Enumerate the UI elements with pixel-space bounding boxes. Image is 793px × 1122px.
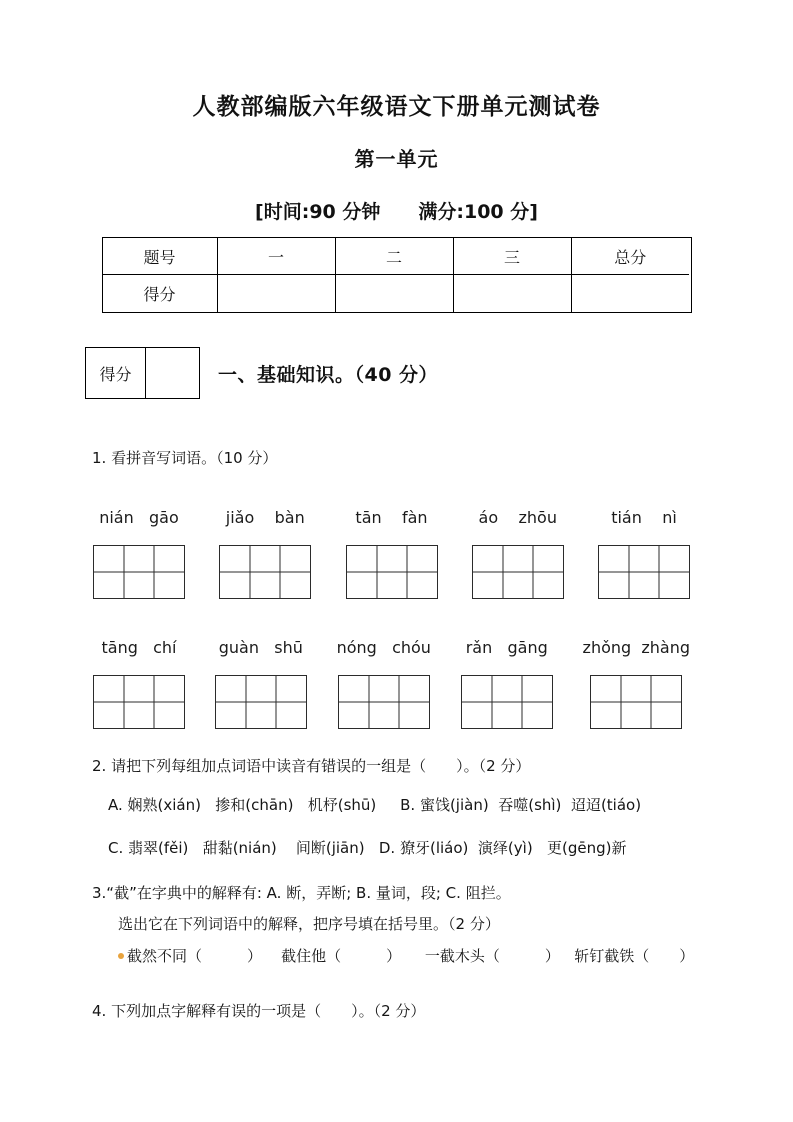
word-col bbox=[215, 637, 307, 729]
q1-prompt: 1. 看拼音写词语。（10 分） bbox=[92, 449, 278, 467]
writing-grid[interactable] bbox=[93, 545, 185, 599]
score-table-header-cell: 题号 bbox=[103, 238, 218, 275]
word-col bbox=[337, 637, 431, 729]
word-col bbox=[346, 507, 438, 599]
q3-words-line bbox=[118, 945, 723, 967]
score-table-header-cell: 三 bbox=[454, 238, 572, 275]
pinyin-label: tān fàn bbox=[355, 508, 428, 527]
writing-grid[interactable] bbox=[598, 545, 690, 599]
score-table-blank-cell[interactable] bbox=[572, 275, 690, 312]
pinyin-label: tāng chí bbox=[101, 638, 177, 657]
q4-prompt: 4. 下列加点字解释有误的一项是（ ）。（2 分） bbox=[92, 1002, 426, 1020]
pinyin-label: áo zhōu bbox=[478, 508, 557, 527]
pinyin-label: jiǎo bàn bbox=[225, 508, 305, 527]
q3-definition-line: 3.“截”在字典中的解释有: A. 断，弄断; B. 量词，段; C. 阻拦。 bbox=[92, 884, 511, 902]
pinyin-label: nián gāo bbox=[99, 508, 179, 527]
writing-grid[interactable] bbox=[93, 675, 185, 729]
q2-options-cd: C. 翡翠(fěi) 甜黏(nián) 间断(jiān) D. 獠牙(liáo) 演绎(yì) 更(gēng)新 bbox=[108, 839, 627, 857]
q3-words: 截然不同（ ） 截住他（ ） 一截木头（ ） 斩钉截铁（ ） bbox=[127, 947, 695, 965]
writing-grid[interactable] bbox=[590, 675, 682, 729]
page-title: 人教部编版六年级语文下册单元测试卷 bbox=[192, 94, 601, 120]
writing-grid[interactable] bbox=[215, 675, 307, 729]
score-table-blank-cell[interactable] bbox=[336, 275, 454, 312]
score-table-header-cell: 一 bbox=[218, 238, 336, 275]
q2-options-ab: A. 娴熟(xián) 掺和(chān) 机杼(shū) B. 蜜饯(jiàn) 吞噬(shì) 迢迢(tiáo) bbox=[108, 796, 642, 814]
q3-instruction-line: 选出它在下列词语中的解释，把序号填在括号里。（2 分） bbox=[118, 915, 500, 933]
writing-grid[interactable] bbox=[472, 545, 564, 599]
score-box-label: 得分 bbox=[86, 348, 146, 398]
pinyin-label: zhǒng zhàng bbox=[582, 638, 690, 657]
writing-grid[interactable] bbox=[219, 545, 311, 599]
word-col bbox=[472, 507, 564, 599]
pinyin-word-row-2 bbox=[93, 637, 690, 729]
writing-grid[interactable] bbox=[338, 675, 430, 729]
score-table-header-cell: 总分 bbox=[572, 238, 690, 275]
pinyin-label: nóng chóu bbox=[336, 638, 431, 657]
unit-title: 第一单元 bbox=[354, 147, 439, 171]
word-col bbox=[93, 507, 185, 599]
score-table-blank-cell[interactable] bbox=[454, 275, 572, 312]
pinyin-word-row-1 bbox=[93, 507, 690, 599]
score-table-label-cell: 得分 bbox=[103, 275, 218, 312]
section-one-header bbox=[85, 347, 793, 399]
section-one-heading: 一、基础知识。（40 分） bbox=[218, 363, 439, 386]
word-col bbox=[219, 507, 311, 599]
exam-meta: [时间:90 分钟 满分:100 分] bbox=[255, 201, 538, 223]
writing-grid[interactable] bbox=[461, 675, 553, 729]
word-col bbox=[598, 507, 690, 599]
writing-grid[interactable] bbox=[346, 545, 438, 599]
pinyin-label: tián nì bbox=[611, 508, 677, 527]
orange-dot-marker bbox=[118, 953, 124, 959]
q2-prompt: 2. 请把下列每组加点词语中读音有错误的一组是（ ）。（2 分） bbox=[92, 757, 531, 775]
score-table bbox=[102, 237, 692, 313]
score-table-blank-cell[interactable] bbox=[218, 275, 336, 312]
score-table-header-cell: 二 bbox=[336, 238, 454, 275]
word-col bbox=[461, 637, 553, 729]
pinyin-label: guàn shū bbox=[218, 638, 303, 657]
section-score-box bbox=[85, 347, 200, 399]
pinyin-label: rǎn gāng bbox=[465, 638, 548, 657]
score-box-blank[interactable] bbox=[146, 348, 199, 398]
word-col bbox=[93, 637, 185, 729]
word-col bbox=[583, 637, 690, 729]
